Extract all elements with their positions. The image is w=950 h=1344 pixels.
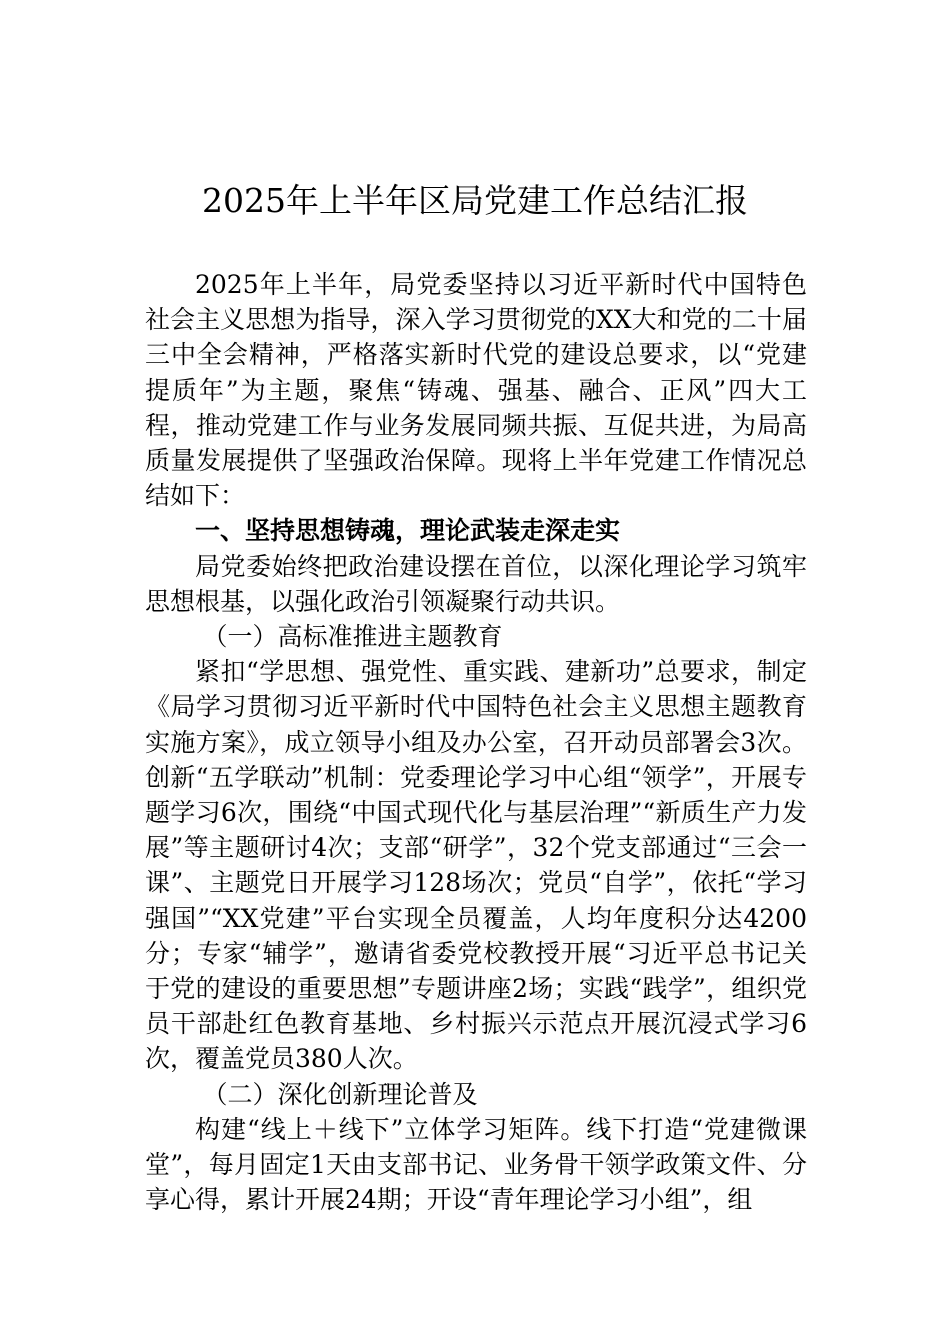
section-1-lead-paragraph: 局党委始终把政治建设摆在首位，以深化理论学习筑牢思想根基，以强化政治引领凝聚行动共识。 [145, 551, 807, 616]
intro-paragraph: 2025年上半年，局党委坚持以习近平新时代中国特色社会主义思想为指导，深入学习贯彻党的XX大和党的二十届三中全会精神，严格落实新时代党的建设总要求，以“党建提质年”为主题，聚焦“铸魂、强基、融合、正风”四大工程，推动党建工作与业务发展同频共振、互促共进，为局高质量发展提供了坚强政治保障。现将上半年党建工作情况总结如下： [145, 270, 807, 511]
subsection-1-heading: （一）高标准推进主题教育 [202, 622, 503, 652]
subsection-2-heading: （二）深化创新理论普及 [202, 1079, 478, 1109]
document-title: 2025年上半年区局党建工作总结汇报 [202, 181, 748, 220]
subsection-1-paragraph: 紧扣“学思想、强党性、重实践、建新功”总要求，制定《局学习贯彻习近平新时代中国特色社会主义思想主题教育实施方案》，成立领导小组及办公室，召开动员部署会3次。创新“五学联动”机制：党委理论学习中心组“领学”，开展专题学习6次，围绕“中国式现代化与基层治理”“新质生产力发展”等主题研讨4次；支部“研学”，32个党支部通过“三会一课”、主题党日开展学习128场次；党员“自学”，依托“学习强国”“XX党建”平台实现全员覆盖，人均年度积分达4200分；专家“辅学”，邀请省委党校教授开展“习近平总书记关于党的建设的重要思想”专题讲座2场；实践“践学”，组织党员干部赴红色教育基地、乡村振兴示范点开展沉浸式学习6次，覆盖党员380人次。 [145, 657, 807, 1074]
section-1-heading: 一、坚持思想铸魂，理论武装走深走实 [195, 516, 621, 546]
document-body [145, 267, 807, 1217]
subsection-2-paragraph: 构建“线上＋线下”立体学习矩阵。线下打造“党建微课堂”，每月固定1天由支部书记、业务骨干领学政策文件、分享心得，累计开展24期；开设“青年理论学习小组”，组 [145, 1114, 807, 1215]
